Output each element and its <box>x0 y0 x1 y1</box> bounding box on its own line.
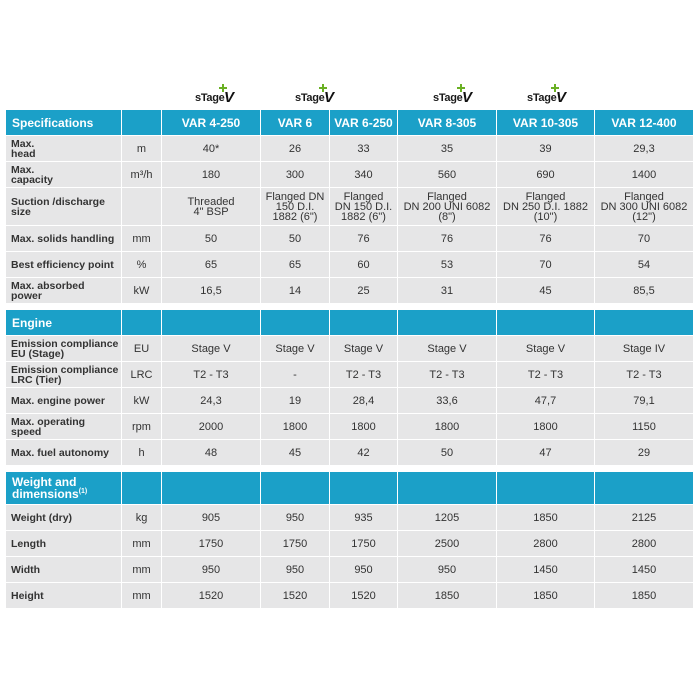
row-value: 2800 <box>497 531 595 557</box>
row-value: 1450 <box>595 557 694 583</box>
row-value: 76 <box>330 226 398 252</box>
row-value: 1750 <box>261 531 330 557</box>
table-row <box>6 414 694 440</box>
row-label: Max. fuel autonomy <box>6 440 122 466</box>
model-header-cell: VAR 8-305 <box>398 110 497 136</box>
table-row <box>6 583 694 609</box>
row-label: Max. head <box>6 136 122 162</box>
spec-table <box>6 110 694 609</box>
row-value: 45 <box>497 278 595 304</box>
table-row <box>6 505 694 531</box>
section-title: Specifications <box>6 110 122 136</box>
row-value: 70 <box>497 252 595 278</box>
row-label: Emission compliance LRC (Tier) <box>6 362 122 388</box>
row-value: 2500 <box>398 531 497 557</box>
row-unit: % <box>122 252 162 278</box>
row-value: 65 <box>261 252 330 278</box>
row-value: - <box>261 362 330 388</box>
row-value: 950 <box>261 505 330 531</box>
row-value: Stage V <box>398 336 497 362</box>
row-value: 42 <box>330 440 398 466</box>
row-value: 2125 <box>595 505 694 531</box>
model-header-cell: VAR 10-305 <box>497 110 595 136</box>
row-value: 60 <box>330 252 398 278</box>
row-unit: mm <box>122 531 162 557</box>
badge-word: sTage <box>195 92 225 104</box>
row-value: 76 <box>497 226 595 252</box>
row-value: 16,5 <box>162 278 261 304</box>
row-value: 50 <box>398 440 497 466</box>
row-unit: m³/h <box>122 162 162 188</box>
table-row <box>6 531 694 557</box>
model-header-cell <box>261 472 330 505</box>
row-value: 2000 <box>162 414 261 440</box>
model-header-cell: VAR 12-400 <box>595 110 694 136</box>
row-value: Flanged DN 150 D.I. 1882 (6") <box>261 188 330 226</box>
row-unit: kg <box>122 505 162 531</box>
row-value: Stage V <box>162 336 261 362</box>
stage-v-badge <box>424 86 488 108</box>
row-value: Flanged DN 250 D.I. 1882 (10") <box>497 188 595 226</box>
row-label: Emission compliance EU (Stage) <box>6 336 122 362</box>
badge-word: sTage <box>433 92 463 104</box>
row-value: 1750 <box>330 531 398 557</box>
row-value: Flanged DN 200 UNI 6082 (8") <box>398 188 497 226</box>
row-value: 1850 <box>595 583 694 609</box>
row-value: 1850 <box>497 505 595 531</box>
header-unit-cell <box>122 472 162 505</box>
row-unit: EU <box>122 336 162 362</box>
row-value: 33 <box>330 136 398 162</box>
model-header-cell <box>497 310 595 336</box>
model-header-cell: VAR 4-250 <box>162 110 261 136</box>
row-value: 39 <box>497 136 595 162</box>
row-value: 1800 <box>261 414 330 440</box>
row-value: 28,4 <box>330 388 398 414</box>
row-value: 47 <box>497 440 595 466</box>
row-value: 70 <box>595 226 694 252</box>
badge-roman: V <box>556 89 567 106</box>
model-header-cell <box>398 472 497 505</box>
model-header-cell <box>595 310 694 336</box>
table-row <box>6 336 694 362</box>
row-value: 905 <box>162 505 261 531</box>
row-label: Max. absorbed power <box>6 278 122 304</box>
badge-roman: V <box>224 89 235 106</box>
row-value: 300 <box>261 162 330 188</box>
row-value: 35 <box>398 136 497 162</box>
row-value: 54 <box>595 252 694 278</box>
row-value: 1520 <box>261 583 330 609</box>
badge-word: sTage <box>527 92 557 104</box>
row-value: 50 <box>261 226 330 252</box>
row-label: Width <box>6 557 122 583</box>
row-value: Stage V <box>330 336 398 362</box>
model-header-cell <box>497 472 595 505</box>
row-value: Threaded 4" BSP <box>162 188 261 226</box>
row-unit <box>122 188 162 226</box>
row-value: T2 - T3 <box>330 362 398 388</box>
row-value: 1800 <box>398 414 497 440</box>
table-row <box>6 362 694 388</box>
row-value: 935 <box>330 505 398 531</box>
row-value: 560 <box>398 162 497 188</box>
model-header-cell: VAR 6-250 <box>330 110 398 136</box>
row-unit: h <box>122 440 162 466</box>
row-value: 45 <box>261 440 330 466</box>
spec-table-body <box>6 110 694 609</box>
section-header-row <box>6 110 694 136</box>
row-label: Length <box>6 531 122 557</box>
row-value: 1850 <box>398 583 497 609</box>
table-row <box>6 252 694 278</box>
row-unit: kW <box>122 388 162 414</box>
row-value: Stage V <box>261 336 330 362</box>
row-value: 180 <box>162 162 261 188</box>
row-label: Max. operating speed <box>6 414 122 440</box>
row-value: 1450 <box>497 557 595 583</box>
row-value: 1520 <box>330 583 398 609</box>
row-label: Weight (dry) <box>6 505 122 531</box>
row-value: 950 <box>330 557 398 583</box>
model-header-cell <box>162 310 261 336</box>
badge-roman: V <box>462 89 473 106</box>
stage-badges <box>0 86 700 108</box>
row-value: 29,3 <box>595 136 694 162</box>
row-unit: mm <box>122 557 162 583</box>
section-header-row <box>6 472 694 505</box>
row-label: Suction /discharge size <box>6 188 122 226</box>
row-value: 950 <box>162 557 261 583</box>
section-header-row <box>6 310 694 336</box>
row-value: 1850 <box>497 583 595 609</box>
badge-roman: V <box>324 89 335 106</box>
row-value: 47,7 <box>497 388 595 414</box>
row-value: 26 <box>261 136 330 162</box>
row-value: 1205 <box>398 505 497 531</box>
badge-word: sTage <box>295 92 325 104</box>
row-value: 690 <box>497 162 595 188</box>
row-value: Stage IV <box>595 336 694 362</box>
row-value: 2800 <box>595 531 694 557</box>
row-value: 950 <box>398 557 497 583</box>
row-value: 50 <box>162 226 261 252</box>
row-value: 29 <box>595 440 694 466</box>
row-value: 340 <box>330 162 398 188</box>
row-unit: m <box>122 136 162 162</box>
footnote-marker: (1) <box>78 488 88 495</box>
table-row <box>6 278 694 304</box>
row-value: T2 - T3 <box>398 362 497 388</box>
table-row <box>6 557 694 583</box>
row-value: 76 <box>398 226 497 252</box>
stage-v-badge <box>186 86 250 108</box>
row-label: Max. capacity <box>6 162 122 188</box>
row-unit: LRC <box>122 362 162 388</box>
table-row <box>6 188 694 226</box>
row-value: 85,5 <box>595 278 694 304</box>
model-header-cell <box>162 472 261 505</box>
row-value: T2 - T3 <box>162 362 261 388</box>
row-value: Flanged DN 300 UNI 6082 (12") <box>595 188 694 226</box>
row-value: 25 <box>330 278 398 304</box>
section-title: Weight and dimensions$^{(1)}$ <box>6 472 122 505</box>
row-value: 1800 <box>497 414 595 440</box>
row-value: 1800 <box>330 414 398 440</box>
stage-v-badge <box>286 86 350 108</box>
row-value: 65 <box>162 252 261 278</box>
row-unit: rpm <box>122 414 162 440</box>
row-value: T2 - T3 <box>595 362 694 388</box>
model-header-cell <box>595 472 694 505</box>
model-header-cell: VAR 6 <box>261 110 330 136</box>
row-unit: kW <box>122 278 162 304</box>
row-value: 53 <box>398 252 497 278</box>
row-label: Best efficiency point <box>6 252 122 278</box>
row-value: 1400 <box>595 162 694 188</box>
row-unit: mm <box>122 226 162 252</box>
row-value: 1520 <box>162 583 261 609</box>
row-value: 31 <box>398 278 497 304</box>
table-row <box>6 440 694 466</box>
row-value: T2 - T3 <box>497 362 595 388</box>
model-header-cell <box>330 472 398 505</box>
row-unit: mm <box>122 583 162 609</box>
row-value: 48 <box>162 440 261 466</box>
row-value: 79,1 <box>595 388 694 414</box>
model-header-cell <box>261 310 330 336</box>
header-unit-cell <box>122 110 162 136</box>
header-unit-cell <box>122 310 162 336</box>
row-value: 40* <box>162 136 261 162</box>
row-value: 33,6 <box>398 388 497 414</box>
row-label: Height <box>6 583 122 609</box>
stage-v-badge <box>518 86 582 108</box>
row-value: 14 <box>261 278 330 304</box>
row-value: 24,3 <box>162 388 261 414</box>
row-value: 950 <box>261 557 330 583</box>
row-value: Stage V <box>497 336 595 362</box>
table-row <box>6 388 694 414</box>
model-header-cell <box>398 310 497 336</box>
row-value: 1750 <box>162 531 261 557</box>
row-label: Max. engine power <box>6 388 122 414</box>
row-label: Max. solids handling <box>6 226 122 252</box>
row-value: Flanged DN 150 D.I. 1882 (6") <box>330 188 398 226</box>
table-row <box>6 226 694 252</box>
model-header-cell <box>330 310 398 336</box>
section-title: Engine <box>6 310 122 336</box>
row-value: 19 <box>261 388 330 414</box>
row-value: 1150 <box>595 414 694 440</box>
table-row <box>6 136 694 162</box>
table-row <box>6 162 694 188</box>
